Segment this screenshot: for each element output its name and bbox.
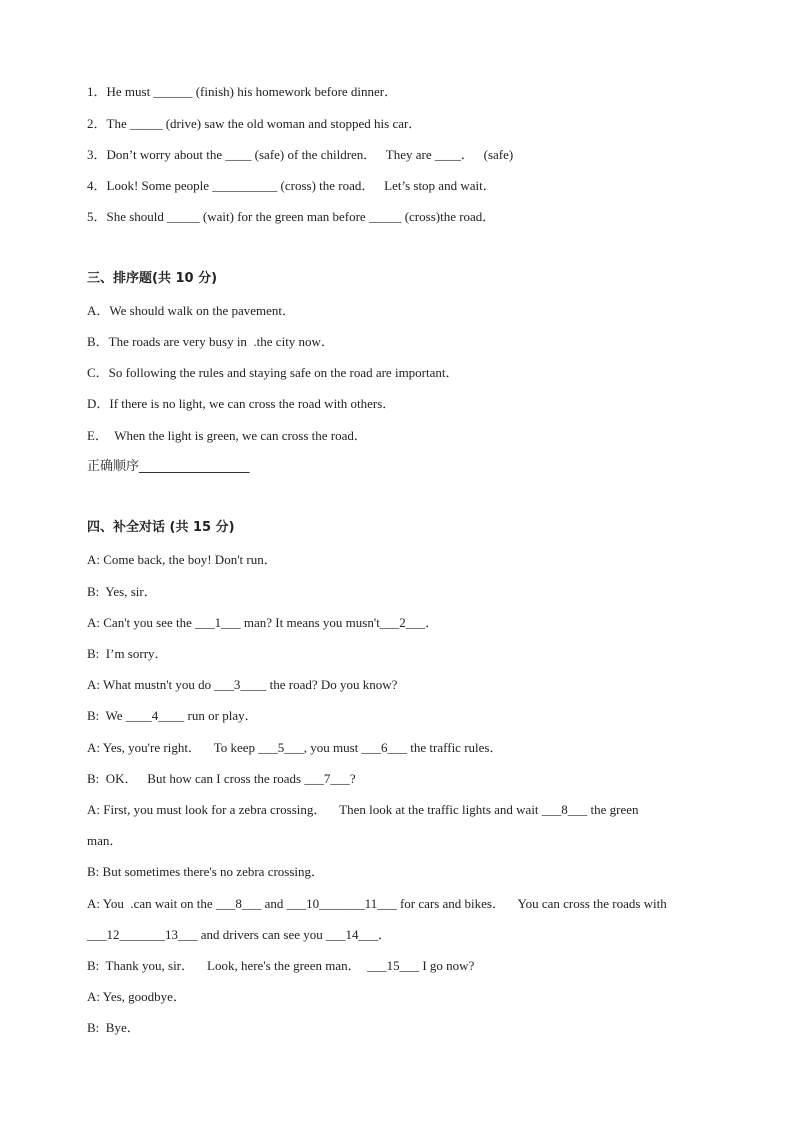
- dialogue-line-15: A: Yes, goodbye．: [87, 989, 186, 1004]
- fill-item-4: 4．Look! Some people __________ (cross) the road． Let’s stop and wait．: [87, 178, 496, 193]
- dialogue-line-6: B: We ____4____ run or play．: [87, 708, 258, 723]
- dialogue-line-11: B: But sometimes there's no zebra crossing．: [87, 864, 325, 879]
- fill-item-3: 3．Don’t worry about the ____ (safe) of the children． They are ____． (safe): [87, 147, 514, 162]
- dialogue-line-12: A: You .can wait on the ___8___ and ___10_______11___ for cars and bikes． You can cross the roads with: [87, 896, 667, 911]
- dialogue-line-13: ___12_______13___ and drivers can see you ___14___．: [87, 927, 392, 942]
- dialogue-line-2: B: Yes, sir．: [87, 584, 157, 599]
- dialogue-line-1: A: Come back, the boy! Don't run．: [87, 552, 277, 567]
- dialogue-line-14: B: Thank you, sir． Look, here's the green man． ___15___ I go now?: [87, 958, 475, 973]
- order-answer-label: 正确顺序_________________: [87, 459, 250, 474]
- order-item-b: B．The roads are very busy in .the city now．: [87, 334, 334, 349]
- dialogue-section-heading: 四、补全对话 (共 15 分): [87, 520, 235, 535]
- dialogue-line-16: B: Bye．: [87, 1020, 140, 1035]
- order-item-d: D．If there is no light, we can cross the road with others．: [87, 396, 396, 411]
- order-item-c: C．So following the rules and staying safe on the road are important．: [87, 365, 459, 380]
- fill-item-5: 5．She should _____ (wait) for the green man before _____ (cross)the road．: [87, 209, 496, 224]
- order-section-heading: 三、排序题(共 10 分): [87, 271, 218, 286]
- dialogue-line-3: A: Can't you see the ___1___ man? It means you musn't___2___．: [87, 615, 439, 630]
- order-item-a: A．We should walk on the pavement．: [87, 303, 295, 318]
- dialogue-line-8: B: OK． But how can I cross the roads ___7___?: [87, 771, 356, 786]
- dialogue-line-5: A: What mustn't you do ___3____ the road? Do you know?: [87, 677, 398, 692]
- dialogue-line-9: A: First, you must look for a zebra crossing． Then look at the traffic lights and wait ___8___ the green: [87, 802, 639, 817]
- dialogue-line-10: man．: [87, 833, 123, 848]
- dialogue-line-7: A: Yes, you're right． To keep ___5___, you must ___6___ the traffic rules．: [87, 740, 503, 755]
- fill-item-1: 1．He must ______ (finish) his homework before dinner．: [87, 84, 398, 99]
- fill-item-2: 2．The _____ (drive) saw the old woman and stopped his car．: [87, 116, 422, 131]
- order-item-e: E． When the light is green, we can cross the road．: [87, 428, 367, 443]
- dialogue-line-4: B: I’m sorry．: [87, 646, 168, 661]
